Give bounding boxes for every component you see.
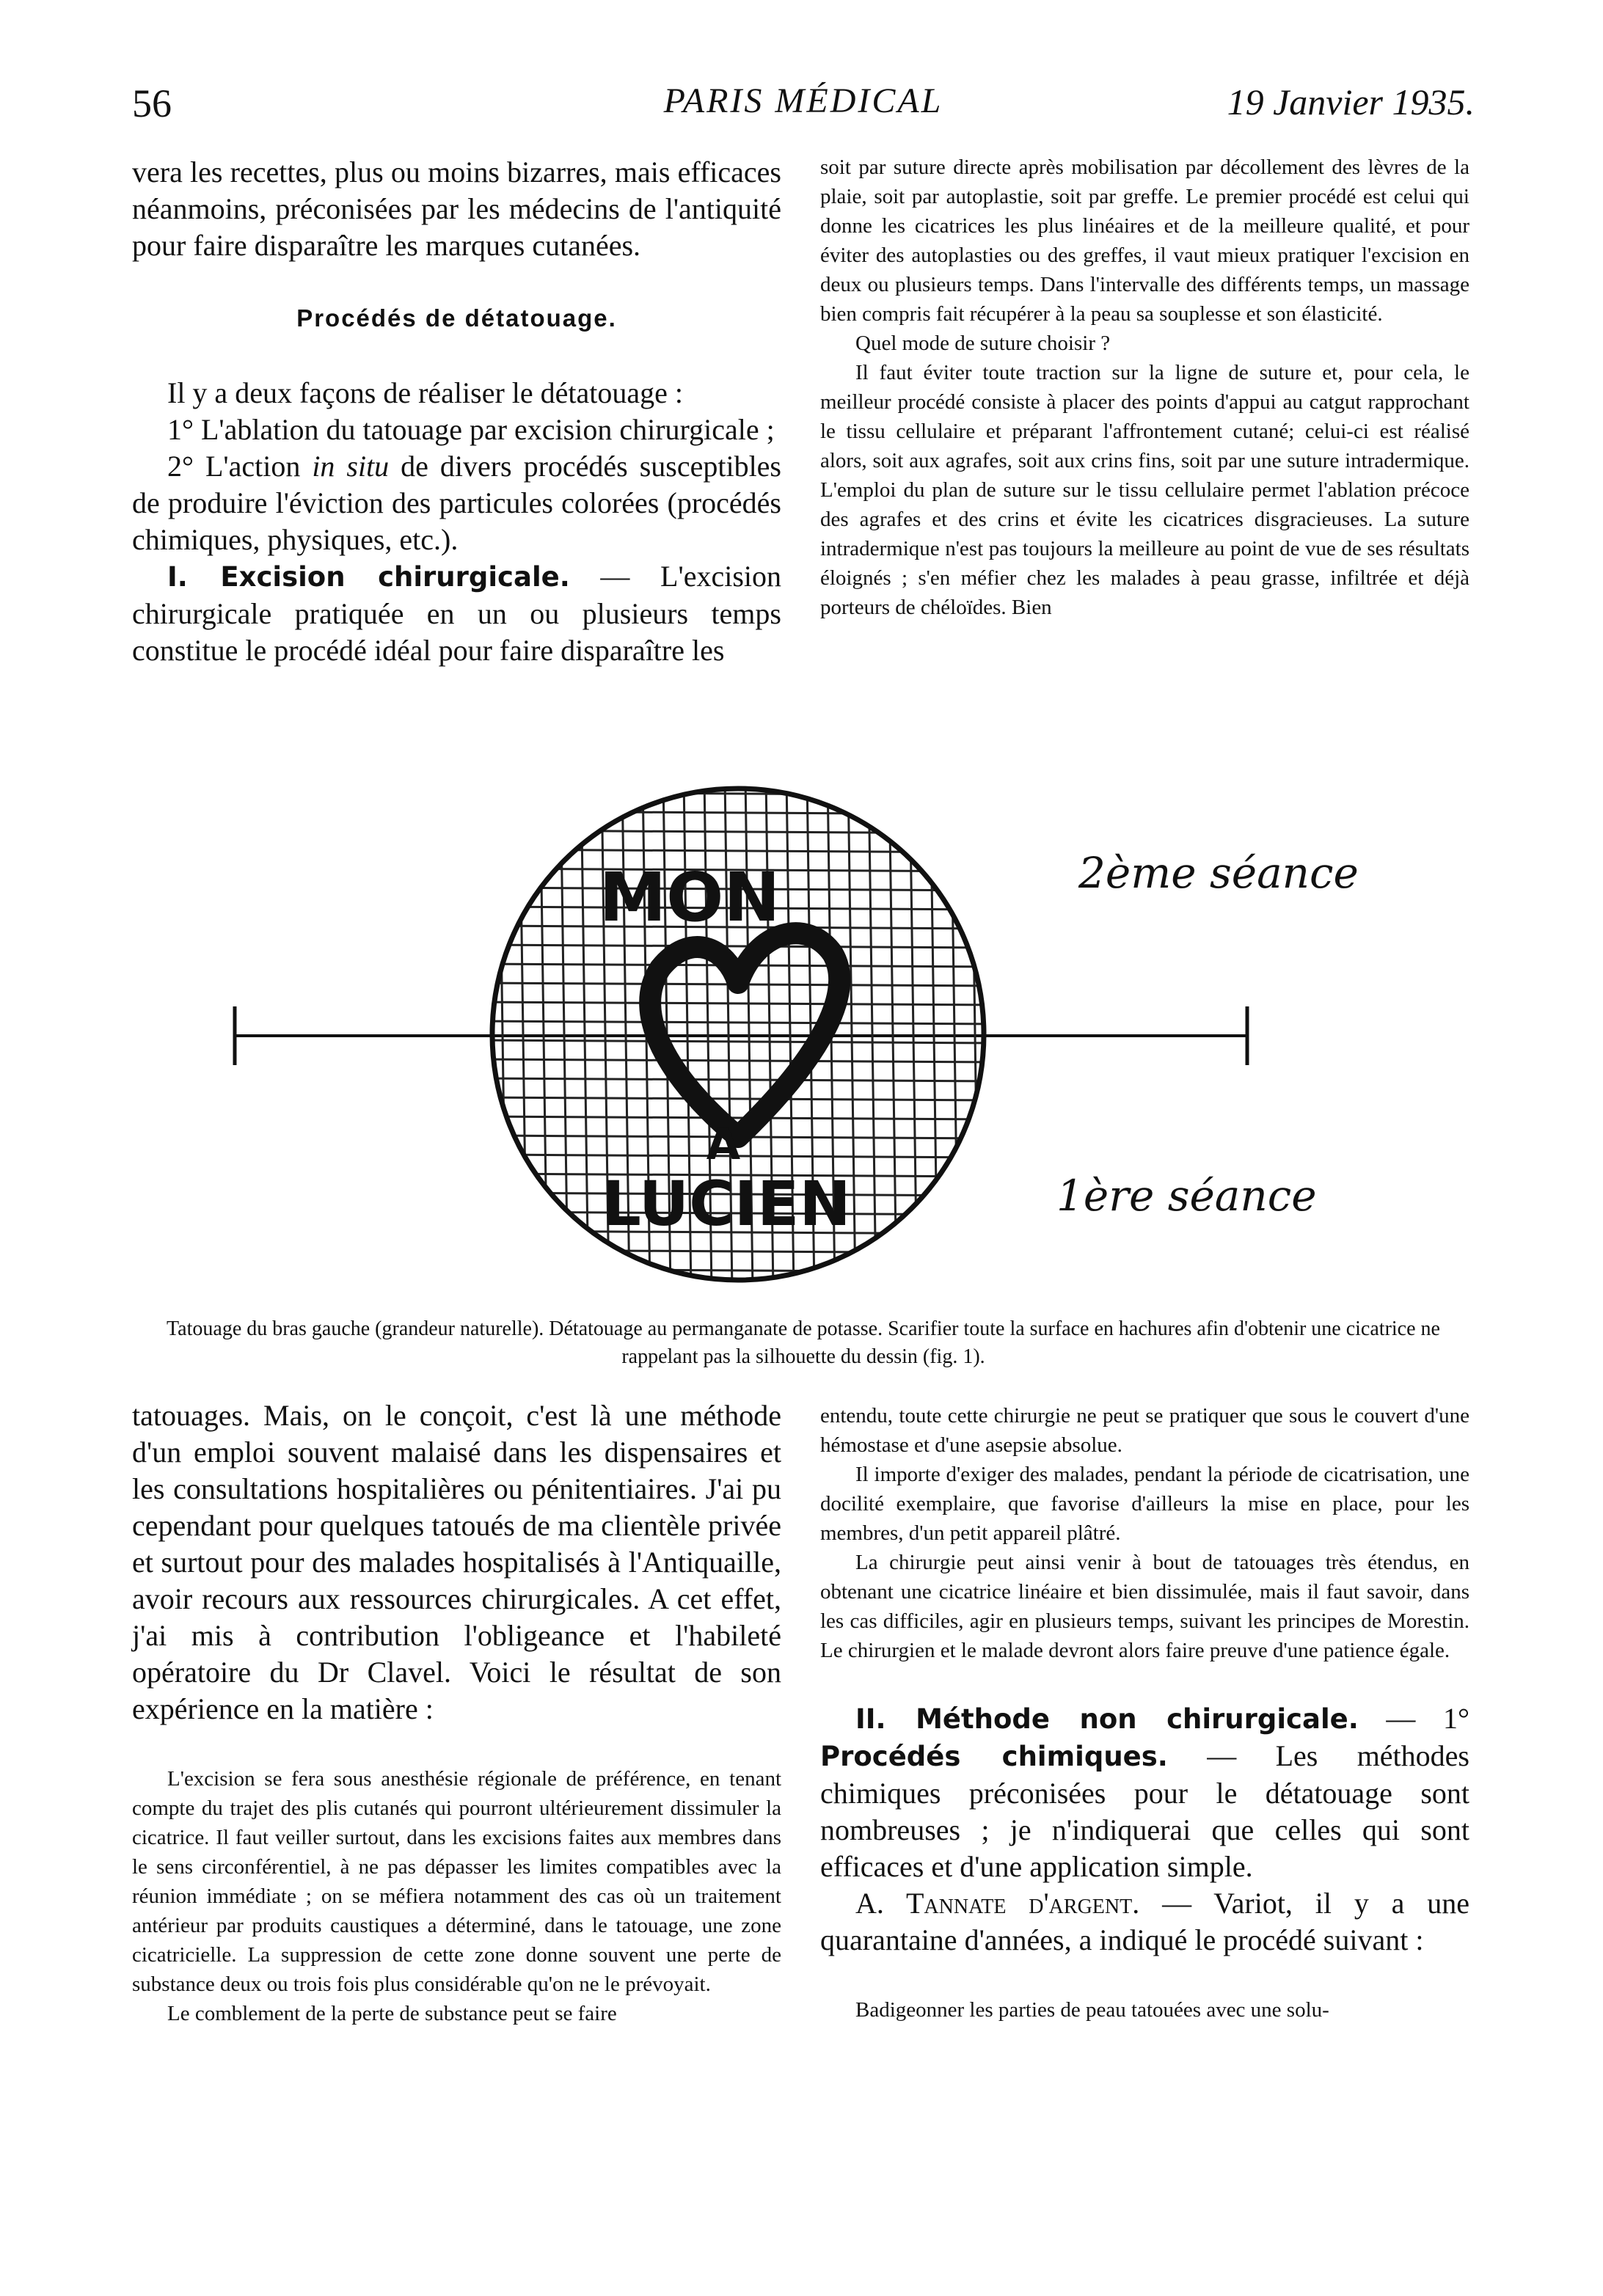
- paragraph: Il faut éviter toute traction sur la ligne de suture et, pour cela, le meilleur procédé consiste à placer des points d'appui au catgut rapprochant le tissu cellulaire et préparant l'affrontement cutané; celui-ci est réalisé alors, soit aux agrafes, soit aux crins fins, soit par une suture intradermique. L'emploi du plan de suture sur le tissu cellulaire permet l'ablation précoce des agrafes et des crins et évite les cicatrices disgracieuses. La suture intradermique n'est pas toujours la meilleure au point de vue de ses résultats éloignés ; s'en méfier chez les malades à peau grasse, infiltrée et déjà porteurs de chéloïdes. Bien: [820, 361, 1469, 619]
- journal-title: PARIS MÉDICAL: [663, 81, 943, 120]
- hatch-line: [484, 1002, 998, 1005]
- hatch-line: [484, 1155, 998, 1158]
- paragraph: Il y a deux façons de réaliser le détatouage :: [167, 376, 684, 409]
- column-bottom-left: [132, 1397, 781, 2028]
- page-header: [132, 81, 1475, 139]
- hatch-line: [540, 778, 547, 1287]
- paragraph: tatouages. Mais, on le conçoit, c'est là une méthode d'un emploi souvent malaisé dans les dispensaires et les consultations hospitalières ou pénitentiaires. J'ai pu cependant pour quelques tatoués de ma clientèle privée et surtout pour des malades hospitalisés à l'Antiquaille, avoir recours aux ressources chirurgicales. A cet effet, j'ai mis à contribution l'obligeance et l'habileté opératoire du Dr Clavel. Voici le résultat de son expérience en la matière :: [132, 1399, 781, 1725]
- hatch-line: [951, 778, 958, 1287]
- tattoo-figure: [220, 748, 1401, 1287]
- hatch-line: [484, 1097, 998, 1100]
- section-title: Procédés de détatouage.: [296, 304, 617, 332]
- paragraph: vera les recettes, plus ou moins bizarres, mais efficaces néanmoins, préconisées par les médecins de l'antiquité pour faire disparaître les marques cutanées.: [132, 156, 781, 262]
- tattoo-drawing: [220, 748, 1401, 1287]
- hatch-line: [581, 778, 588, 1287]
- paragraph: La chirurgie peut ainsi venir à bout de tatouages très étendus, en obtenant une cicatrice linéaire et bien dissimulée, mais il faut savoir, dans les cas difficiles, agir en plusieurs temps, suivant les principes de Morestin. Le chirurgien et le malade devront alors faire preuve d'une patience égale.: [820, 1551, 1469, 1662]
- tattoo-text-mon: MON: [599, 858, 781, 937]
- emphasis: in situ: [312, 450, 390, 483]
- paragraph: 2° L'action in situ de divers procédés susceptibles de produire l'éviction des particules colorées (procédés chimiques, physiques, etc.).: [132, 450, 782, 556]
- hatch-line: [519, 778, 527, 1287]
- column-top-left: [132, 154, 781, 669]
- paragraph: L'excision se fera sous anesthésie régionale de préférence, en tenant compte du trajet des plis cutanés qui pourront ultérieurement dissimuler la cicatrice. Il faut veiller surtout, dans les excisions faites aux membres dans le sens circonférentiel, à ne pas dépasser les limites compatibles avec la réunion immédiate ; on se méfiera notamment des cas où un traitement antérieur par produits caustiques a déterminé, dans le tatouage, une zone cicatricielle. La suppression de cette zone donne souvent une perte de substance deux ou trois fois plus considérable qu'on ne le prévoyait.: [132, 1767, 781, 1996]
- paragraph: II. Méthode non chirurgicale. — 1° Procédés chimiques. — Les méthodes chimiques préconisées pour le détatouage sont nombreuses ; je n'indiquerai que celles qui sont efficaces et d'une application simple.: [820, 1702, 1470, 1883]
- hatch-line: [484, 1269, 998, 1272]
- figure-caption: Tatouage du bras gauche (grandeur naturelle). Détatouage au permanganate de potasse. Scarifier toute la surface en hachures afin d'obtenir une cicatrice ne rappelant pas la silhouette du dessin (fig. 1).: [167, 1317, 1440, 1368]
- subsection-heading: A. Tannate d'argent.: [855, 1887, 1140, 1920]
- tattoo-text-a: A: [706, 1119, 741, 1170]
- paragraph: Il importe d'exiger des malades, pendant la période de cicatrisation, une docilité exemplaire, que favorise d'ailleurs la mise en place, pour les membres, d'un petit appareil plâtré.: [820, 1463, 1469, 1545]
- hatch-line: [484, 1059, 998, 1062]
- tattoo-text-lucien: LUCIEN: [602, 1168, 851, 1240]
- subsection-heading: I. Excision chirurgicale.: [167, 561, 570, 593]
- paragraph: entendu, toute cette chirurgie ne peut se pratiquer que sous le couvert d'une hémostase et d'une asepsie absolue.: [820, 1404, 1469, 1457]
- paragraph: A. Tannate d'argent. — Variot, il y a une quarantaine d'années, a indiqué le procédé suivant :: [820, 1887, 1470, 1956]
- hatch-line: [499, 778, 506, 1287]
- hatch-line: [484, 792, 998, 795]
- page-number: 56: [132, 81, 172, 125]
- hatch-line: [484, 849, 998, 852]
- subsection-heading: Procédés chimiques.: [820, 1741, 1168, 1772]
- handwritten-note-second-session: 2ème séance: [1078, 848, 1359, 898]
- hatch-line: [484, 1078, 998, 1081]
- hatch-line: [484, 1250, 998, 1253]
- paragraph: Quel mode de suture choisir ?: [855, 332, 1111, 355]
- subsection-heading: II. Méthode non chirurgicale.: [855, 1703, 1359, 1735]
- hatch-line: [484, 945, 998, 948]
- issue-date: 19 Janvier 1935.: [1227, 81, 1475, 123]
- hatch-line: [484, 830, 998, 833]
- hatch-line: [484, 1040, 998, 1043]
- hatch-line: [484, 1021, 998, 1024]
- hatch-line: [869, 778, 876, 1287]
- hatch-line: [971, 778, 979, 1287]
- column-top-right: [820, 153, 1469, 622]
- column-bottom-right: [820, 1401, 1469, 2025]
- hatch-line: [484, 811, 998, 814]
- paragraph: soit par suture directe après mobilisation par décollement des lèvres de la plaie, soit par autoplastie, soit par greffe. Le premier procédé est celui qui donne les cicatrices les plus linéaires et de la meilleure qualité, et pour éviter des autoplasties ou des greffes, il vaut mieux pratiquer l'excision en deux ou plusieurs temps. Dans l'intervalle des différents temps, un massage bien compris fait récupérer à la peau sa souplesse et son élasticité.: [820, 156, 1469, 326]
- hatch-line: [930, 778, 938, 1287]
- paragraph: 1° L'ablation du tatouage par excision chirurgicale ;: [167, 413, 775, 446]
- paragraph: Badigeonner les parties de peau tatouées avec une solu-: [855, 1998, 1329, 2022]
- paragraph: I. Excision chirurgicale. — L'excision chirurgicale pratiquée en un ou plusieurs temps constitue le procédé idéal pour faire disparaître les: [132, 560, 781, 667]
- handwritten-note-first-session: 1ère séance: [1056, 1171, 1317, 1221]
- paragraph: Le comblement de la perte de substance peut se faire: [167, 2002, 617, 2025]
- hatch-line: [889, 778, 897, 1287]
